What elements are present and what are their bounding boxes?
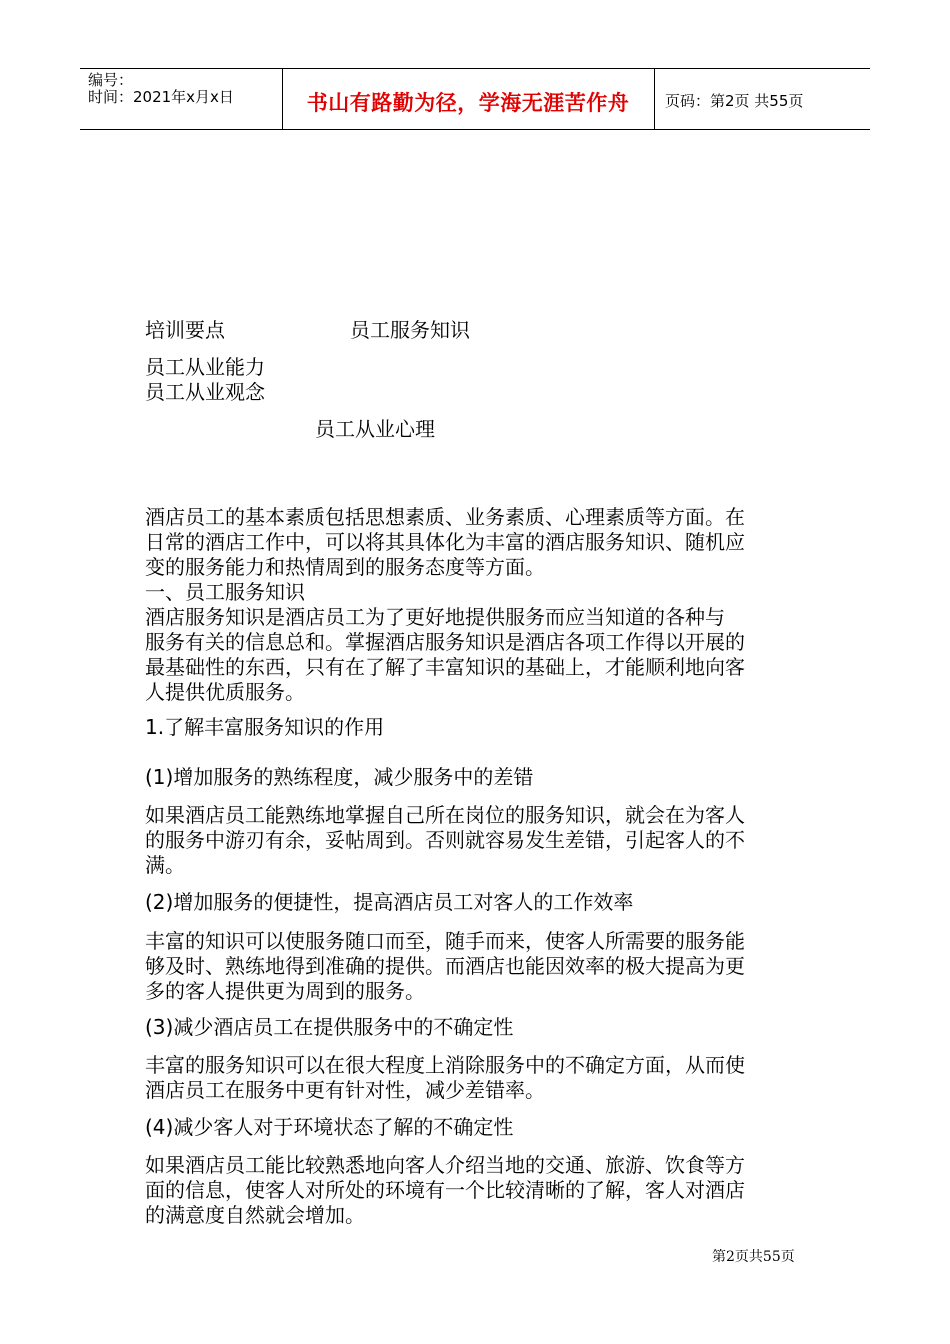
text-line: 变的服务能力和热情周到的服务态度等方面。 bbox=[145, 555, 545, 579]
subsection-heading: 1.了解丰富服务知识的作用 bbox=[145, 715, 385, 739]
document-number-label: 编号： bbox=[88, 71, 134, 89]
point-paragraph-2 bbox=[145, 929, 815, 1004]
point-heading-4: (4)减少客人对于环境状态了解的不确定性 bbox=[145, 1115, 514, 1139]
text-line: 满。 bbox=[145, 853, 185, 877]
text-line: 人提供优质服务。 bbox=[145, 680, 305, 704]
point-paragraph-4 bbox=[145, 1153, 815, 1228]
header-page-number: 页码：第2页 共55页 bbox=[665, 92, 804, 110]
text-line: 最基础性的东西，只有在了解了丰富知识的基础上，才能顺利地向客 bbox=[145, 655, 745, 679]
outline-work-concept: 员工从业观念 bbox=[145, 380, 265, 404]
text-line: 如果酒店员工能熟练地掌握自己所在岗位的服务知识，就会在为客人 bbox=[145, 803, 745, 827]
text-line: 面的信息，使客人对所处的环境有一个比较清晰的了解，客人对酒店 bbox=[145, 1178, 745, 1202]
outline-work-psychology: 员工从业心理 bbox=[315, 417, 435, 441]
header-motto-cell bbox=[282, 69, 655, 129]
text-line: 丰富的服务知识可以在很大程度上消除服务中的不确定方面，从而使 bbox=[145, 1053, 745, 1077]
header-meta-cell bbox=[80, 69, 283, 129]
header-motto: 书山有路勤为径，学海无涯苦作舟 bbox=[306, 91, 630, 115]
text-line: 的满意度自然就会增加。 bbox=[145, 1203, 365, 1227]
header-page-cell bbox=[655, 69, 870, 129]
page-footer-number: 第2页共55页 bbox=[712, 1249, 795, 1265]
text-line: 够及时、熟练地得到准确的提供。而酒店也能因效率的极大提高为更 bbox=[145, 954, 745, 978]
document-time-label: 时间：2021年x月x日 bbox=[88, 88, 234, 106]
outline-training-points: 培训要点 bbox=[145, 318, 225, 342]
text-line: 酒店员工的基本素质包括思想素质、业务素质、心理素质等方面。在 bbox=[145, 505, 745, 529]
point-paragraph-1 bbox=[145, 803, 815, 878]
text-line: 酒店服务知识是酒店员工为了更好地提供服务而应当知道的各种与 bbox=[145, 605, 725, 629]
point-heading-2: (2)增加服务的便捷性，提高酒店员工对客人的工作效率 bbox=[145, 890, 634, 914]
point-paragraph-3 bbox=[145, 1053, 815, 1103]
section-heading: 一、员工服务知识 bbox=[145, 580, 305, 604]
text-line: 的服务中游刃有余，妥帖周到。否则就容易发生差错，引起客人的不 bbox=[145, 828, 745, 852]
point-heading-3: (3)减少酒店员工在提供服务中的不确定性 bbox=[145, 1015, 514, 1039]
page-header bbox=[80, 68, 870, 130]
outline-work-ability: 员工从业能力 bbox=[145, 355, 265, 379]
point-heading-1: (1)增加服务的熟练程度，减少服务中的差错 bbox=[145, 765, 534, 789]
outline-service-knowledge: 员工服务知识 bbox=[350, 318, 470, 342]
intro-paragraph bbox=[145, 505, 815, 705]
text-line: 酒店员工在服务中更有针对性，减少差错率。 bbox=[145, 1078, 545, 1102]
text-line: 多的客人提供更为周到的服务。 bbox=[145, 979, 425, 1003]
text-line: 日常的酒店工作中，可以将其具体化为丰富的酒店服务知识、随机应 bbox=[145, 530, 745, 554]
text-line: 丰富的知识可以使服务随口而至，随手而来，使客人所需要的服务能 bbox=[145, 929, 745, 953]
text-line: 服务有关的信息总和。掌握酒店服务知识是酒店各项工作得以开展的 bbox=[145, 630, 745, 654]
text-line: 如果酒店员工能比较熟悉地向客人介绍当地的交通、旅游、饮食等方 bbox=[145, 1153, 745, 1177]
